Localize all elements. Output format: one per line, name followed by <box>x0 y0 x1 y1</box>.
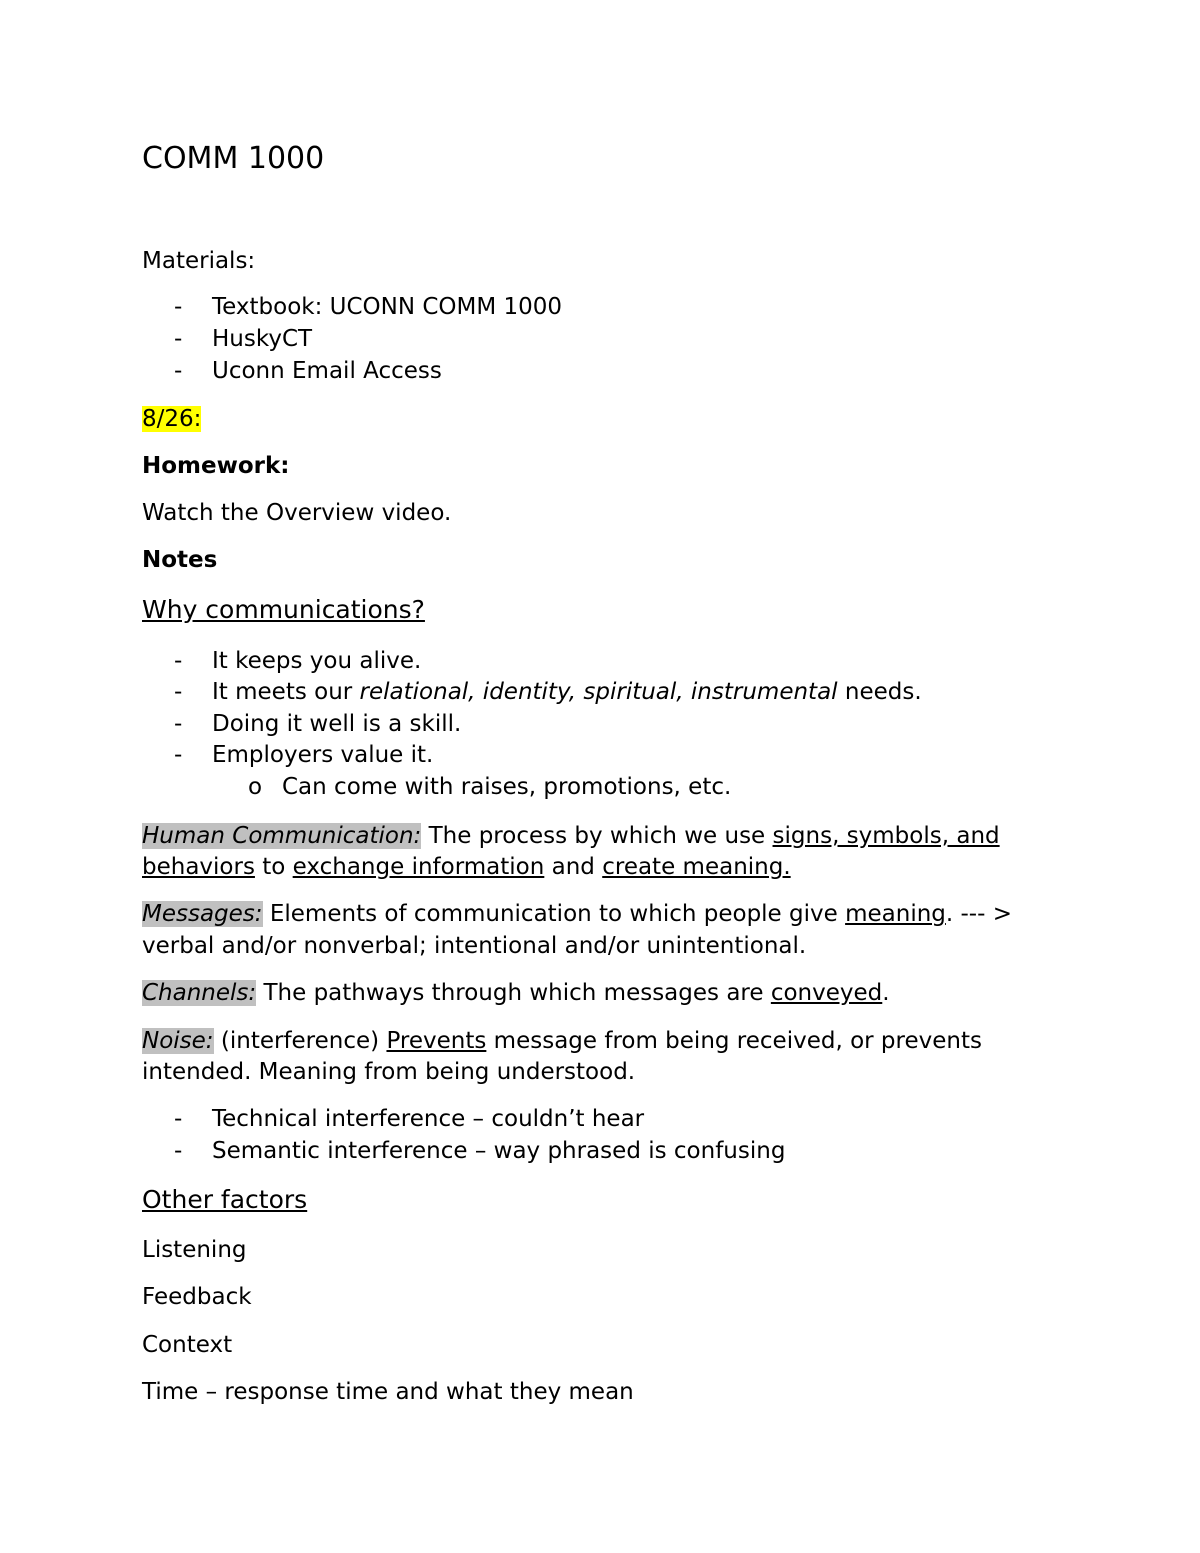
term-channels: Channels: <box>142 980 257 1006</box>
list-item: Doing it well is a skill. <box>212 711 462 737</box>
list-item: Textbook: UCONN COMM 1000 <box>212 294 563 320</box>
list-item: Technical interference – couldn’t hear <box>212 1106 645 1132</box>
list-item: Semantic interference – way phrased is confusing <box>212 1138 786 1164</box>
list-item: HuskyCT <box>212 326 313 352</box>
section-heading-other: Other factors <box>142 1185 308 1214</box>
definition-text: to <box>254 854 293 880</box>
item-prefix: It meets our <box>212 679 360 705</box>
other-item: Feedback <box>142 1284 252 1310</box>
definition-text: The pathways through which messages are <box>256 980 771 1006</box>
bullet-dash: - <box>174 1106 183 1132</box>
definition-text: Elements of communication to which people give <box>262 901 846 927</box>
item-italic-needs: relational, identity, spiritual, instrumental <box>359 679 838 705</box>
sub-bullet-circle: o <box>248 774 263 800</box>
section-heading-why: Why communications? <box>142 595 425 624</box>
underlined-text: Prevents <box>386 1028 487 1054</box>
bullet-dash: - <box>174 1138 183 1164</box>
other-item: Context <box>142 1332 233 1358</box>
bullet-dash: - <box>174 679 183 705</box>
page-title: COMM 1000 <box>142 141 325 176</box>
notes-label: Notes <box>142 547 218 573</box>
underlined-text: signs, symbols, and <box>772 823 1000 849</box>
bullet-dash: - <box>174 294 183 320</box>
definition-human-communication <box>142 825 1000 848</box>
list-item: Uconn Email Access <box>212 358 442 384</box>
list-item <box>212 681 922 704</box>
bullet-dash: - <box>174 326 183 352</box>
sub-list-item: Can come with raises, promotions, etc. <box>282 774 732 800</box>
underlined-text: conveyed <box>770 980 883 1006</box>
bullet-dash: - <box>174 648 183 674</box>
definition-text: (interference) <box>213 1028 387 1054</box>
definition-noise <box>142 1030 982 1053</box>
definition-messages <box>142 903 1012 926</box>
list-item: Employers value it. <box>212 742 434 768</box>
date-label: 8/26: <box>142 406 202 432</box>
underlined-text: create meaning. <box>602 854 791 880</box>
underlined-text: behaviors <box>142 854 255 880</box>
definition-human-communication-line2 <box>142 856 791 879</box>
definition-messages-line2: verbal and/or nonverbal; intentional and/or unintentional. <box>142 933 807 959</box>
definition-noise-line2: intended. Meaning from being understood. <box>142 1059 636 1085</box>
definition-text: . <box>882 980 890 1006</box>
definition-text: and <box>544 854 603 880</box>
term-noise: Noise: <box>142 1028 214 1054</box>
term-messages: Messages: <box>142 901 263 927</box>
underlined-text: meaning <box>845 901 946 927</box>
bullet-dash: - <box>174 711 183 737</box>
bullet-dash: - <box>174 742 183 768</box>
other-item: Listening <box>142 1237 247 1263</box>
other-item: Time – response time and what they mean <box>142 1379 634 1405</box>
homework-text: Watch the Overview video. <box>142 500 452 526</box>
term-human-communication: Human Communication: <box>142 823 422 849</box>
item-suffix: needs. <box>837 679 922 705</box>
definition-text: . --- > <box>945 901 1012 927</box>
underlined-text: exchange information <box>292 854 545 880</box>
materials-label: Materials: <box>142 248 256 274</box>
bullet-dash: - <box>174 358 183 384</box>
definition-text: The process by which we use <box>421 823 773 849</box>
definition-channels <box>142 982 890 1005</box>
list-item: It keeps you alive. <box>212 648 422 674</box>
definition-text: message from being received, or prevents <box>486 1028 982 1054</box>
homework-label: Homework: <box>142 453 290 479</box>
